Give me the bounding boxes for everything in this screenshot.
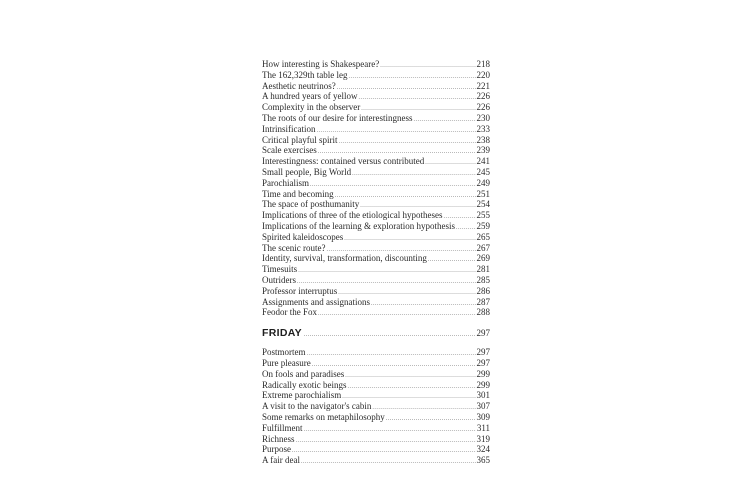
toc-entry-title: A visit to the navigator's cabin [262,401,372,412]
dot-leader [371,299,476,310]
toc-entry-title: The scenic route? [262,242,326,253]
toc-entry-page-number: 299 [476,368,490,379]
toc-entry-title: Identity, survival, transformation, discounting [262,253,427,264]
toc-entry [262,113,490,124]
toc-entry [262,358,490,369]
toc-entry-title: Critical playful spirit [262,134,338,145]
toc-entry-title: Extreme parochialism [262,390,342,401]
toc-entry-title: Complexity in the observer [262,102,361,113]
toc-entry-page-number: 319 [476,433,490,444]
toc-entry-title: Aesthetic neutrinos? [262,80,336,91]
toc-entry-title: Assignments and assignations [262,296,370,307]
toc-entry-page-number: 251 [476,188,490,199]
part-heading [262,327,490,341]
dot-leader [337,83,476,94]
toc-entry-page-number: 288 [476,307,490,318]
toc-entry [262,444,490,455]
toc-entry-title: Postmortem [262,347,306,358]
toc-entry [262,135,490,146]
toc-entry-title: The roots of our desire for interestingness [262,112,413,123]
toc-entry-page-number: 238 [476,134,490,145]
dot-leader [301,457,476,468]
toc-entry [262,243,490,254]
toc-entry [262,232,490,243]
toc-entry-title: Purpose [262,444,291,455]
toc-entry-page-number: 220 [476,69,490,80]
dot-leader [345,371,475,382]
dot-leader [428,255,476,266]
dot-leader [339,137,476,148]
toc-entry [262,347,490,358]
toc-entry-page-number: 226 [476,102,490,113]
toc-entry-page-number: 259 [476,220,490,231]
toc-entry-title: Implications of three of the etiological hypotheses [262,210,443,221]
dot-leader [348,72,475,83]
toc-entry-page-number: 267 [476,242,490,253]
toc-entry-title: Fulfillment [262,422,303,433]
toc-entry [262,145,490,156]
toc-entry-page-number: 301 [476,390,490,401]
table-of-contents [262,59,490,466]
toc-entry-title: Pure pleasure [262,357,311,368]
toc-entry-title: The space of posthumanity [262,199,360,210]
dot-leader [344,234,475,245]
toc-entry-title: Spirited kaleidoscopes [262,231,344,242]
dot-leader [304,332,475,338]
toc-entry [262,221,490,232]
toc-entry-page-number: 297 [476,357,490,368]
toc-entry-page-number: 255 [476,210,490,221]
toc-entry [262,70,490,81]
dot-leader [317,126,476,137]
toc-entry-page-number: 230 [476,112,490,123]
toc-entry-title: Richness [262,433,295,444]
toc-entry-page-number: 245 [476,166,490,177]
dot-leader [304,425,476,436]
dot-leader [296,436,476,447]
toc-entries-bottom [262,347,490,466]
part-page-number: 297 [476,328,490,339]
toc-entry-title: Some remarks on metaphilosophy [262,411,385,422]
toc-entry [262,178,490,189]
toc-entry-title: Outriders [262,274,296,285]
toc-entry-page-number: 287 [476,296,490,307]
toc-entry-page-number: 269 [476,253,490,264]
toc-entry-page-number: 285 [476,274,490,285]
toc-entry-page-number: 297 [476,347,490,358]
dot-leader [347,382,475,393]
toc-entry [262,455,490,466]
toc-entry-title: Interestingness: contained versus contributed [262,156,425,167]
toc-entry [262,189,490,200]
toc-entry [262,412,490,423]
toc-entry [262,390,490,401]
toc-entry [262,423,490,434]
toc-entry-title: How interesting is Shakespeare? [262,59,380,69]
toc-entry-page-number: 324 [476,444,490,455]
toc-entry-page-number: 311 [476,422,490,433]
toc-entry-title: Intrinsification [262,123,316,134]
toc-entry [262,199,490,210]
dot-leader [307,349,476,360]
toc-entry [262,286,490,297]
toc-entry [262,124,490,135]
dot-leader [380,61,475,72]
toc-entry-page-number: 249 [476,177,490,188]
toc-entry-page-number: 218 [476,59,490,69]
toc-entry-title: Feodor the Fox [262,307,317,318]
dot-leader [425,158,475,169]
toc-entry-page-number: 239 [476,145,490,156]
dot-leader [352,169,475,180]
dot-leader [310,180,476,191]
toc-entry-title: Scale exercises [262,145,317,156]
toc-entry-page-number: 241 [476,156,490,167]
toc-entry [262,81,490,92]
toc-entry-title: Radically exotic beings [262,379,347,390]
toc-entry-title: A fair deal [262,455,300,466]
toc-entry-page-number: 309 [476,411,490,422]
dot-leader [372,403,475,414]
toc-entry-page-number: 299 [476,379,490,390]
toc-entry-title: Timesuits [262,264,298,275]
toc-entry-page-number: 233 [476,123,490,134]
toc-entry [262,210,490,221]
dot-leader [456,223,476,234]
toc-entry-page-number: 365 [476,455,490,466]
toc-entries-top [262,59,490,318]
dot-leader [292,446,476,457]
toc-entry-page-number: 281 [476,264,490,275]
dot-leader [386,414,476,425]
dot-leader [413,115,475,126]
toc-entry [262,91,490,102]
dot-leader [318,309,476,320]
toc-entry [262,156,490,167]
toc-entry [262,167,490,178]
toc-entry [262,380,490,391]
dot-leader [298,266,475,277]
toc-entry-page-number: 265 [476,231,490,242]
part-title: FRIDAY [262,327,302,340]
toc-entry-page-number: 286 [476,285,490,296]
toc-entry-title: Parochialism [262,177,309,188]
toc-entry [262,253,490,264]
toc-entry [262,102,490,113]
toc-entry-page-number: 254 [476,199,490,210]
toc-entry-title: Implications of the learning & exploration hypothesis [262,220,455,231]
toc-entry-title: Small people, Big World [262,166,352,177]
toc-entry-title: A hundred years of yellow [262,91,358,102]
toc-entry-page-number: 221 [476,80,490,91]
toc-entry-title: Professor interruptus [262,285,338,296]
toc-entry [262,59,490,70]
dot-leader [358,93,475,104]
toc-entry-page-number: 226 [476,91,490,102]
toc-entry [262,369,490,380]
toc-entry [262,275,490,286]
toc-entry [262,434,490,445]
toc-entry [262,297,490,308]
toc-entry-title: On fools and paradises [262,368,345,379]
toc-entry-title: Time and becoming [262,188,334,199]
toc-entry [262,401,490,412]
toc-entry-page-number: 307 [476,401,490,412]
toc-entry [262,307,490,318]
toc-entry [262,264,490,275]
toc-entry-title: The 162,329th table leg [262,69,348,80]
